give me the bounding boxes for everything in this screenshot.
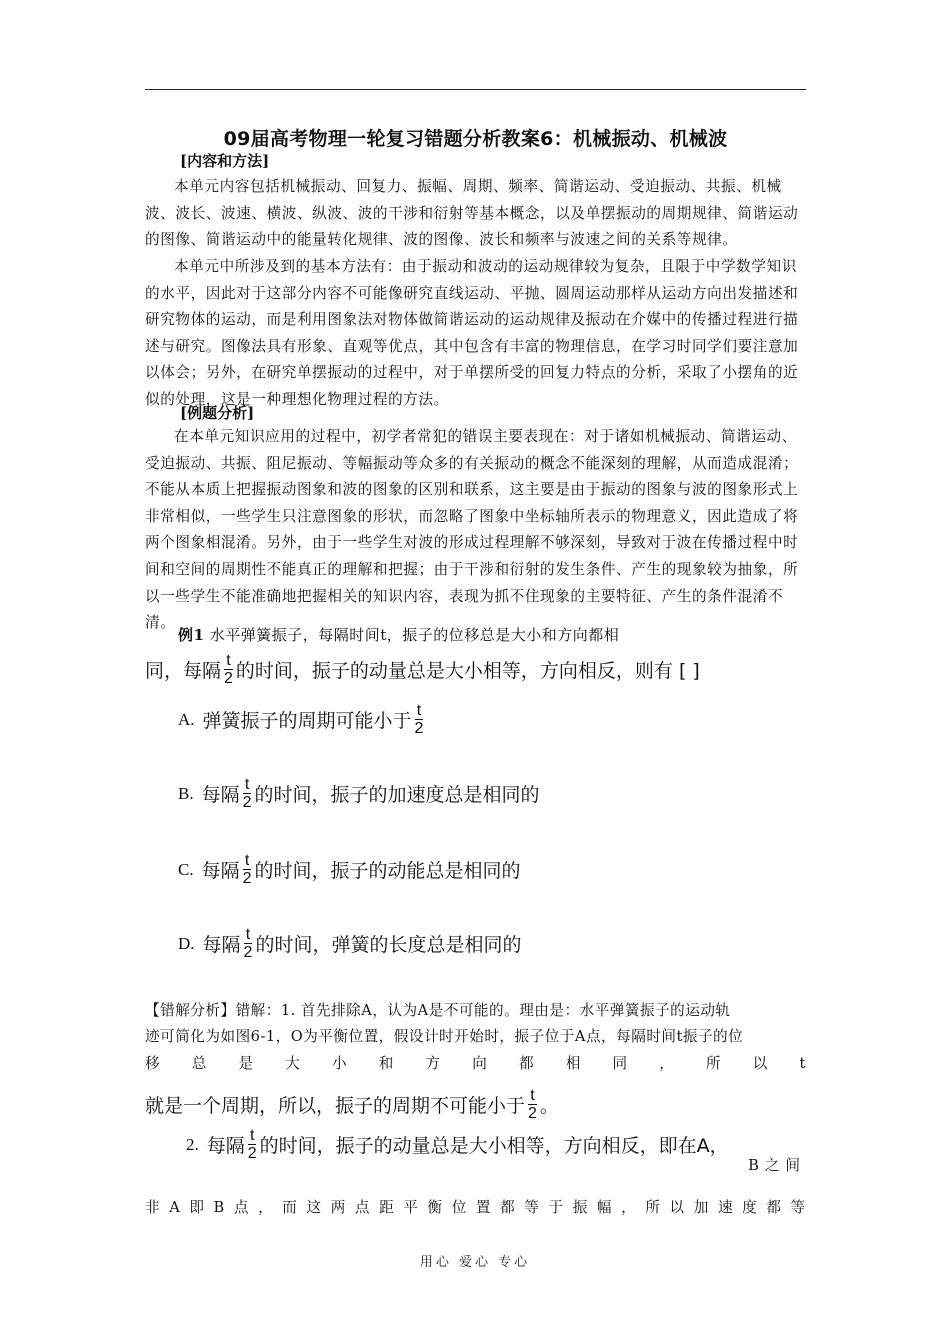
- fraction-t-over-2: $\frac{t}{2}$: [243, 926, 253, 961]
- justified-char: 度: [742, 1199, 758, 1216]
- justified-char: 速: [717, 1199, 734, 1216]
- justified-char: 平: [403, 1199, 419, 1216]
- page-title: 09届高考物理一轮复习错题分析教案6：机械振动、机械波: [223, 128, 728, 150]
- justified-char: 两: [330, 1199, 346, 1216]
- justified-char: 点: [233, 1199, 249, 1216]
- fraction-t-over-2: $\frac{t}{2}$: [224, 652, 233, 687]
- fraction-t-over-2: $\frac{t}{2}$: [242, 776, 252, 811]
- justified-char: 等: [524, 1199, 540, 1216]
- section-heading-examples: [例题分析]: [180, 404, 255, 422]
- justified-char: 同: [612, 1055, 628, 1072]
- justified-char: 都: [766, 1199, 782, 1216]
- justified-char: 于: [548, 1199, 564, 1216]
- justified-char: 而: [282, 1199, 298, 1216]
- justified-char: 和: [378, 1055, 394, 1072]
- justified-char: 等: [790, 1199, 806, 1216]
- justified-char: 衡: [427, 1199, 443, 1216]
- analysis-line-3: [145, 1050, 806, 1077]
- justified-char: 幅: [596, 1199, 613, 1216]
- fraction-t-over-2: $\frac{t}{2}$: [414, 702, 424, 737]
- justified-char: 相: [565, 1055, 581, 1072]
- justified-char: 点: [354, 1199, 370, 1216]
- justified-char: 位: [451, 1199, 467, 1216]
- justified-char: 加: [693, 1199, 709, 1216]
- example-stem-line2: 同，每隔 $\frac{t}{2}$ 的时间，振子的动量总是大小相等，方向相反，则有 [ ]: [145, 652, 700, 687]
- analysis-line-2: 迹可简化为如图6-1，O为平衡位置，假设计时开始时，振子位于A点，每隔时间t振子的位: [145, 1028, 744, 1045]
- fraction-t-over-2: $\frac{t}{2}$: [242, 852, 252, 887]
- justified-char: 移: [145, 1055, 161, 1072]
- paragraph-common-errors: 在本单元知识应用的过程中，初学者常犯的错误主要表现在：对于诸如机械振动、简谐运动、受迫振动、共振、阻尼振动、等幅振动等众多的有关振动的概念不能深刻的理解，从而造成混淆；不能从本质上把握振动图象和波的图象的区别和联系，这主要是由于振动的图象与波的图象形式上非常相似，一些学生只注意图象的形状，而忽略了图象中坐标轴所表示的物理意义，因此造成了将两个图象相混淆。另外，由于一些学生对波的形成过程理解不够深刻，导致对于波在传播过程中时间和空间的周期性不能真正的理解和把握；由于干涉和衍射的发生条件、产生的现象较为抽象，所以一些学生不能准确地把握相关的知识内容，表现为抓不住现象的主要特征、产生的条件混淆不清。: [145, 428, 799, 632]
- justified-char: 所: [706, 1055, 722, 1072]
- justified-char: 是: [238, 1055, 254, 1072]
- justified-char: 大: [285, 1055, 301, 1072]
- paragraph-methods: 本单元中所涉及到的基本方法有：由于振动和波动的运动规律较为复杂，且限于中学数学知识的水平，因此对于这部分内容不可能像研究直线运动、平抛、圆周运动那样从运动方向出发描述和研究物体的运动，而是利用图象法对物体做简谐运动的运动规律及振动在介媒中的传播过程进行描述与研究。图像法具有形象、直观等优点，其中包含有丰富的物理信息，在学习时同学们要注意加以体会；另外，在研究单摆振动的过程中，对于单摆所受的回复力特点的分析，采取了小摆角的近似的处理，这是一种理想化物理过程的方法。: [145, 258, 799, 408]
- example-1-stem: [178, 624, 619, 645]
- example-label: 例1: [178, 626, 205, 644]
- fraction-t-over-2: $\frac{t}{2}$: [247, 1127, 257, 1162]
- justified-char: 振: [572, 1199, 588, 1216]
- justified-char: A: [169, 1199, 181, 1216]
- justified-char: ，: [659, 1055, 675, 1072]
- page-footer: 用心 爱心 专心: [419, 1255, 531, 1270]
- fraction-t-over-2: $\frac{t}{2}$: [528, 1087, 537, 1122]
- justified-char: ，: [621, 1199, 637, 1216]
- justified-char: 非: [145, 1199, 161, 1216]
- justified-char: 这: [306, 1199, 322, 1216]
- analysis-line-4: 就是一个周期，所以，振子的周期不可能小于 $\frac{t}{2}$ 。: [145, 1087, 559, 1122]
- justified-char: 都: [519, 1055, 535, 1072]
- header-rule: [145, 89, 806, 90]
- analysis-line-1: 【错解分析】错解：1. 首先排除A，认为A是不可能的。理由是：水平弹簧振子的运动轨: [145, 1002, 731, 1019]
- justified-char: 向: [472, 1055, 488, 1072]
- justified-char: 方: [425, 1055, 441, 1072]
- justified-char: 小: [332, 1055, 348, 1072]
- analysis-line-6: B之间: [748, 1157, 806, 1174]
- analysis-line-7: [145, 1194, 806, 1221]
- option-c: C. 每隔 $\frac{t}{2}$ 的时间，振子的动能总是相同的: [178, 852, 521, 887]
- justified-char: 距: [379, 1199, 395, 1216]
- justified-char: 即: [189, 1199, 205, 1216]
- justified-char: 所: [645, 1199, 661, 1216]
- example-stem-line1: 水平弹簧振子，每隔时间t，振子的位移总是大小和方向都相: [209, 626, 620, 644]
- option-d: D. 每隔 $\frac{t}{2}$ 的时间，弹簧的长度总是相同的: [178, 926, 522, 961]
- paragraph-intro: 本单元内容包括机械振动、回复力、振幅、周期、频率、简谐运动、受迫振动、共振、机械波、波长、波速、横波、纵波、波的干涉和衍射等基本概念，以及单摆振动的周期规律、简谐运动的图像、简谐运动中的能量转化规律、波的图像、波长和频率与波速之间的关系等规律。: [145, 178, 799, 249]
- section-heading-content: [内容和方法]: [180, 152, 270, 170]
- justified-char: 置: [475, 1199, 492, 1216]
- analysis-line-5: 2. 每隔 $\frac{t}{2}$ 的时间，振子的动量总是大小相等，方向相反，即在A，: [186, 1127, 729, 1162]
- justified-char: 以: [669, 1199, 685, 1216]
- justified-char: ，: [258, 1199, 274, 1216]
- justified-char: 都: [500, 1199, 516, 1216]
- justified-char: B: [213, 1199, 225, 1216]
- justified-char: t: [799, 1055, 806, 1072]
- justified-char: 总: [191, 1055, 207, 1072]
- option-a: A. 弹簧振子的周期可能小于 $\frac{t}{2}$: [178, 702, 424, 737]
- option-b: B. 每隔 $\frac{t}{2}$ 的时间，振子的加速度总是相同的: [178, 776, 540, 811]
- justified-char: 以: [752, 1055, 768, 1072]
